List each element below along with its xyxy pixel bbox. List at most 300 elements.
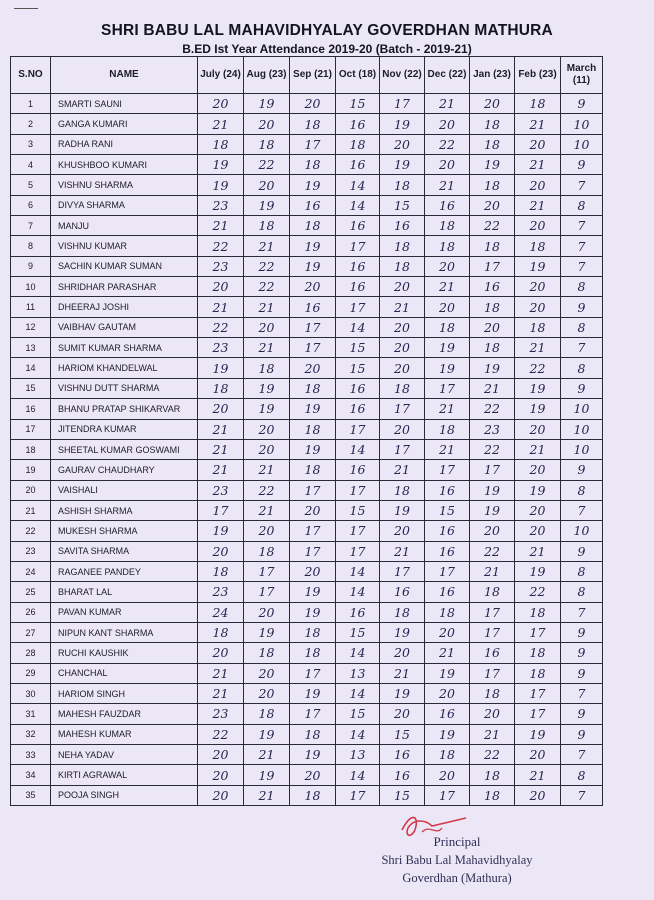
principal-label: Principal	[433, 834, 481, 849]
attendance-cell: 16	[380, 765, 425, 785]
table-row	[11, 704, 603, 724]
attendance-cell: 17	[336, 541, 380, 561]
attendance-cell: 19	[290, 745, 336, 765]
attendance-cell: 7	[561, 216, 603, 236]
student-name-cell: DIVYA SHARMA	[51, 195, 198, 215]
attendance-cell: 8	[561, 765, 603, 785]
attendance-cell: 20	[425, 765, 470, 785]
attendance-cell: 21	[198, 439, 244, 459]
column-header: Nov (22)	[380, 57, 425, 94]
attendance-cell: 19	[515, 256, 561, 276]
attendance-cell: 16	[336, 378, 380, 398]
serial-number-cell: 27	[11, 622, 51, 642]
student-name-cell: BHANU PRATAP SHIKARVAR	[51, 399, 198, 419]
student-name-cell: HARIOM SINGH	[51, 683, 198, 703]
serial-number-cell: 35	[11, 785, 51, 805]
serial-number-cell: 33	[11, 745, 51, 765]
attendance-cell: 20	[380, 521, 425, 541]
attendance-cell: 21	[198, 216, 244, 236]
attendance-cell: 8	[561, 358, 603, 378]
serial-number-cell: 32	[11, 724, 51, 744]
attendance-cell: 14	[336, 643, 380, 663]
attendance-cell: 19	[380, 114, 425, 134]
table-row	[11, 622, 603, 642]
attendance-cell: 19	[290, 582, 336, 602]
attendance-cell: 18	[425, 216, 470, 236]
student-name-cell: SMARTI SAUNI	[51, 94, 198, 114]
student-name-cell: SACHIN KUMAR SUMAN	[51, 256, 198, 276]
attendance-cell: 18	[425, 317, 470, 337]
student-name-cell: SUMIT KUMAR SHARMA	[51, 338, 198, 358]
serial-number-cell: 4	[11, 155, 51, 175]
attendance-cell: 19	[425, 663, 470, 683]
attendance-cell: 7	[561, 175, 603, 195]
serial-number-cell: 3	[11, 134, 51, 154]
attendance-cell: 20	[380, 277, 425, 297]
attendance-cell: 19	[515, 561, 561, 581]
attendance-cell: 19	[515, 724, 561, 744]
attendance-cell: 22	[198, 236, 244, 256]
attendance-cell: 18	[244, 358, 290, 378]
attendance-cell: 18	[470, 175, 515, 195]
attendance-cell: 18	[515, 236, 561, 256]
table-row	[11, 399, 603, 419]
attendance-cell: 18	[380, 480, 425, 500]
attendance-cell: 21	[244, 236, 290, 256]
table-row	[11, 582, 603, 602]
attendance-cell: 18	[290, 622, 336, 642]
table-row	[11, 521, 603, 541]
attendance-cell: 20	[515, 175, 561, 195]
attendance-cell: 18	[515, 663, 561, 683]
serial-number-cell: 2	[11, 114, 51, 134]
attendance-cell: 19	[290, 439, 336, 459]
attendance-cell: 15	[336, 622, 380, 642]
attendance-cell: 19	[290, 256, 336, 276]
attendance-cell: 20	[515, 745, 561, 765]
student-name-cell: DHEERAJ JOSHI	[51, 297, 198, 317]
attendance-cell: 8	[561, 480, 603, 500]
attendance-cell: 19	[380, 683, 425, 703]
column-header: Aug (23)	[244, 57, 290, 94]
attendance-cell: 7	[561, 256, 603, 276]
table-row	[11, 419, 603, 439]
serial-number-cell: 23	[11, 541, 51, 561]
serial-number-cell: 24	[11, 561, 51, 581]
attendance-cell: 18	[290, 785, 336, 805]
attendance-cell: 23	[198, 338, 244, 358]
attendance-cell: 19	[244, 622, 290, 642]
attendance-cell: 8	[561, 561, 603, 581]
serial-number-cell: 18	[11, 439, 51, 459]
attendance-cell: 20	[470, 94, 515, 114]
attendance-cell: 17	[425, 378, 470, 398]
attendance-cell: 20	[290, 277, 336, 297]
attendance-cell: 16	[336, 460, 380, 480]
attendance-cell: 18	[290, 378, 336, 398]
table-row	[11, 94, 603, 114]
attendance-cell: 16	[336, 114, 380, 134]
attendance-cell: 15	[336, 94, 380, 114]
attendance-cell: 7	[561, 236, 603, 256]
student-name-cell: KHUSHBOO KUMARI	[51, 155, 198, 175]
attendance-cell: 16	[425, 480, 470, 500]
attendance-cell: 18	[470, 297, 515, 317]
attendance-cell: 16	[380, 216, 425, 236]
attendance-cell: 21	[515, 439, 561, 459]
signature-block	[332, 812, 582, 886]
attendance-cell: 21	[425, 94, 470, 114]
attendance-cell: 13	[336, 663, 380, 683]
attendance-cell: 15	[336, 500, 380, 520]
attendance-cell: 16	[380, 582, 425, 602]
attendance-cell: 17	[515, 704, 561, 724]
table-row	[11, 663, 603, 683]
student-name-cell: RADHA RANI	[51, 134, 198, 154]
attendance-cell: 21	[198, 663, 244, 683]
attendance-cell: 17	[198, 500, 244, 520]
attendance-cell: 20	[515, 460, 561, 480]
attendance-cell: 18	[425, 419, 470, 439]
attendance-cell: 14	[336, 317, 380, 337]
attendance-cell: 21	[198, 297, 244, 317]
student-name-cell: SHRIDHAR PARASHAR	[51, 277, 198, 297]
attendance-cell: 22	[244, 155, 290, 175]
table-row	[11, 114, 603, 134]
table-header-row	[11, 57, 603, 94]
attendance-cell: 20	[425, 155, 470, 175]
attendance-cell: 14	[336, 765, 380, 785]
attendance-cell: 17	[336, 236, 380, 256]
attendance-cell: 21	[380, 297, 425, 317]
attendance-cell: 14	[336, 582, 380, 602]
serial-number-cell: 15	[11, 378, 51, 398]
attendance-cell: 20	[290, 358, 336, 378]
attendance-cell: 9	[561, 155, 603, 175]
attendance-cell: 9	[561, 704, 603, 724]
attendance-cell: 23	[198, 582, 244, 602]
attendance-cell: 9	[561, 663, 603, 683]
attendance-cell: 17	[425, 561, 470, 581]
attendance-cell: 20	[198, 745, 244, 765]
attendance-cell: 20	[198, 765, 244, 785]
attendance-cell: 23	[198, 480, 244, 500]
attendance-cell: 16	[336, 399, 380, 419]
attendance-cell: 18	[244, 134, 290, 154]
attendance-cell: 16	[336, 256, 380, 276]
attendance-cell: 19	[380, 500, 425, 520]
student-name-cell: RAGANEE PANDEY	[51, 561, 198, 581]
student-name-cell: BHARAT LAL	[51, 582, 198, 602]
attendance-cell: 20	[515, 500, 561, 520]
student-name-cell: CHANCHAL	[51, 663, 198, 683]
attendance-cell: 17	[425, 460, 470, 480]
attendance-cell: 21	[244, 460, 290, 480]
attendance-cell: 20	[244, 602, 290, 622]
table-row	[11, 724, 603, 744]
attendance-cell: 22	[244, 256, 290, 276]
attendance-cell: 21	[198, 419, 244, 439]
attendance-cell: 17	[290, 521, 336, 541]
attendance-cell: 21	[425, 643, 470, 663]
attendance-cell: 18	[380, 602, 425, 622]
serial-number-cell: 13	[11, 338, 51, 358]
attendance-cell: 15	[336, 338, 380, 358]
serial-number-cell: 1	[11, 94, 51, 114]
attendance-cell: 9	[561, 724, 603, 744]
student-name-cell: SAVITA SHARMA	[51, 541, 198, 561]
attendance-cell: 21	[515, 765, 561, 785]
attendance-cell: 18	[290, 419, 336, 439]
attendance-cell: 15	[380, 195, 425, 215]
serial-number-cell: 22	[11, 521, 51, 541]
student-name-cell: MAHESH KUMAR	[51, 724, 198, 744]
attendance-cell: 16	[425, 704, 470, 724]
attendance-cell: 21	[380, 460, 425, 480]
attendance-cell: 18	[244, 541, 290, 561]
attendance-cell: 20	[515, 521, 561, 541]
student-name-cell: MUKESH SHARMA	[51, 521, 198, 541]
attendance-cell: 17	[290, 480, 336, 500]
attendance-cell: 20	[515, 277, 561, 297]
attendance-cell: 21	[515, 541, 561, 561]
serial-number-cell: 25	[11, 582, 51, 602]
attendance-cell: 7	[561, 602, 603, 622]
attendance-cell: 17	[290, 541, 336, 561]
serial-number-cell: 31	[11, 704, 51, 724]
attendance-cell: 21	[244, 745, 290, 765]
attendance-cell: 14	[336, 724, 380, 744]
attendance-cell: 19	[470, 480, 515, 500]
table-row	[11, 134, 603, 154]
attendance-cell: 19	[198, 358, 244, 378]
attendance-cell: 20	[290, 561, 336, 581]
attendance-cell: 18	[290, 114, 336, 134]
attendance-cell: 17	[244, 582, 290, 602]
serial-number-cell: 16	[11, 399, 51, 419]
attendance-cell: 17	[470, 602, 515, 622]
serial-number-cell: 26	[11, 602, 51, 622]
column-header: Oct (18)	[336, 57, 380, 94]
serial-number-cell: 21	[11, 500, 51, 520]
attendance-cell: 19	[380, 155, 425, 175]
student-name-cell: VISHNU KUMAR	[51, 236, 198, 256]
attendance-cell: 17	[470, 622, 515, 642]
serial-number-cell: 28	[11, 643, 51, 663]
attendance-cell: 17	[290, 317, 336, 337]
serial-number-cell: 10	[11, 277, 51, 297]
attendance-cell: 19	[244, 94, 290, 114]
attendance-cell: 17	[244, 561, 290, 581]
attendance-cell: 22	[470, 216, 515, 236]
attendance-cell: 20	[290, 500, 336, 520]
attendance-cell: 21	[198, 114, 244, 134]
attendance-cell: 17	[290, 134, 336, 154]
attendance-cell: 22	[198, 317, 244, 337]
attendance-cell: 19	[515, 378, 561, 398]
attendance-cell: 16	[470, 277, 515, 297]
attendance-cell: 19	[470, 358, 515, 378]
attendance-cell: 16	[425, 582, 470, 602]
attendance-cell: 18	[198, 134, 244, 154]
attendance-cell: 21	[244, 785, 290, 805]
attendance-cell: 21	[425, 399, 470, 419]
table-row	[11, 643, 603, 663]
attendance-cell: 15	[380, 785, 425, 805]
attendance-cell: 14	[336, 195, 380, 215]
serial-number-cell: 6	[11, 195, 51, 215]
attendance-cell: 18	[244, 216, 290, 236]
student-name-cell: RUCHI KAUSHIK	[51, 643, 198, 663]
attendance-cell: 7	[561, 745, 603, 765]
table-row	[11, 277, 603, 297]
attendance-cell: 18	[425, 745, 470, 765]
table-row	[11, 317, 603, 337]
attendance-cell: 19	[198, 521, 244, 541]
attendance-cell: 20	[380, 643, 425, 663]
attendance-cell: 18	[470, 338, 515, 358]
attendance-cell: 20	[380, 134, 425, 154]
student-name-cell: GAURAV CHAUDHARY	[51, 460, 198, 480]
serial-number-cell: 34	[11, 765, 51, 785]
attendance-cell: 14	[336, 439, 380, 459]
attendance-cell: 21	[244, 297, 290, 317]
attendance-cell: 20	[198, 643, 244, 663]
table-row	[11, 338, 603, 358]
attendance-cell: 18	[290, 216, 336, 236]
table-row	[11, 683, 603, 703]
attendance-cell: 19	[244, 399, 290, 419]
attendance-cell: 8	[561, 277, 603, 297]
student-name-cell: GANGA KUMARI	[51, 114, 198, 134]
column-header: July (24)	[198, 57, 244, 94]
attendance-cell: 21	[515, 338, 561, 358]
attendance-cell: 17	[336, 297, 380, 317]
attendance-cell: 22	[515, 582, 561, 602]
attendance-cell: 19	[515, 399, 561, 419]
student-name-cell: MANJU	[51, 216, 198, 236]
attendance-cell: 10	[561, 114, 603, 134]
attendance-cell: 10	[561, 521, 603, 541]
attendance-cell: 18	[244, 643, 290, 663]
attendance-cell: 22	[470, 745, 515, 765]
attendance-cell: 14	[336, 561, 380, 581]
attendance-cell: 7	[561, 683, 603, 703]
attendance-cell: 21	[244, 338, 290, 358]
attendance-cell: 18	[244, 704, 290, 724]
student-name-cell: JITENDRA KUMAR	[51, 419, 198, 439]
attendance-cell: 21	[515, 155, 561, 175]
attendance-cell: 19	[515, 480, 561, 500]
attendance-cell: 22	[470, 541, 515, 561]
attendance-cell: 20	[244, 663, 290, 683]
table-row	[11, 745, 603, 765]
attendance-cell: 17	[290, 338, 336, 358]
attendance-cell: 17	[380, 94, 425, 114]
column-header: Feb (23)	[515, 57, 561, 94]
attendance-cell: 8	[561, 195, 603, 215]
attendance-cell: 20	[198, 399, 244, 419]
table-row	[11, 236, 603, 256]
attendance-cell: 22	[198, 724, 244, 744]
attendance-cell: 20	[425, 297, 470, 317]
attendance-cell: 20	[425, 683, 470, 703]
attendance-cell: 18	[290, 643, 336, 663]
attendance-cell: 20	[198, 94, 244, 114]
serial-number-cell: 29	[11, 663, 51, 683]
attendance-cell: 21	[470, 724, 515, 744]
attendance-cell: 19	[290, 399, 336, 419]
table-row	[11, 602, 603, 622]
attendance-cell: 18	[198, 378, 244, 398]
table-row	[11, 195, 603, 215]
attendance-cell: 20	[515, 134, 561, 154]
attendance-cell: 17	[470, 256, 515, 276]
attendance-cell: 20	[244, 439, 290, 459]
attendance-cell: 18	[380, 378, 425, 398]
serial-number-cell: 8	[11, 236, 51, 256]
attendance-cell: 19	[198, 155, 244, 175]
attendance-cell: 19	[244, 378, 290, 398]
table-row	[11, 480, 603, 500]
attendance-cell: 20	[380, 419, 425, 439]
attendance-cell: 20	[515, 216, 561, 236]
attendance-cell: 20	[198, 785, 244, 805]
attendance-cell: 18	[380, 256, 425, 276]
attendance-cell: 22	[244, 277, 290, 297]
attendance-cell: 21	[470, 561, 515, 581]
serial-number-cell: 30	[11, 683, 51, 703]
table-row	[11, 439, 603, 459]
table-row	[11, 256, 603, 276]
attendance-cell: 15	[425, 500, 470, 520]
document-title: SHRI BABU LAL MAHAVIDHYALAY GOVERDHAN MATHURA	[101, 22, 553, 39]
attendance-cell: 21	[244, 500, 290, 520]
attendance-cell: 8	[561, 317, 603, 337]
attendance-cell: 21	[470, 378, 515, 398]
table-row	[11, 378, 603, 398]
attendance-cell: 17	[290, 704, 336, 724]
attendance-cell: 21	[380, 541, 425, 561]
table-row	[11, 765, 603, 785]
attendance-cell: 18	[380, 175, 425, 195]
attendance-cell: 16	[336, 277, 380, 297]
attendance-cell: 7	[561, 338, 603, 358]
attendance-cell: 17	[515, 683, 561, 703]
attendance-cell: 20	[425, 256, 470, 276]
attendance-cell: 17	[336, 521, 380, 541]
attendance-cell: 20	[515, 785, 561, 805]
table-body	[11, 94, 603, 806]
attendance-cell: 20	[515, 297, 561, 317]
attendance-cell: 18	[515, 94, 561, 114]
attendance-cell: 21	[515, 195, 561, 215]
attendance-cell: 17	[515, 622, 561, 642]
attendance-cell: 9	[561, 622, 603, 642]
student-name-cell: KIRTI AGRAWAL	[51, 765, 198, 785]
attendance-cell: 9	[561, 378, 603, 398]
college-location: Goverdhan (Mathura)	[402, 871, 512, 885]
attendance-cell: 21	[198, 683, 244, 703]
attendance-cell: 18	[290, 155, 336, 175]
serial-number-cell: 11	[11, 297, 51, 317]
attendance-cell: 17	[336, 785, 380, 805]
column-header: S.NO	[11, 57, 51, 94]
table-row	[11, 297, 603, 317]
attendance-cell: 19	[244, 724, 290, 744]
attendance-cell: 20	[380, 704, 425, 724]
attendance-cell: 9	[561, 94, 603, 114]
